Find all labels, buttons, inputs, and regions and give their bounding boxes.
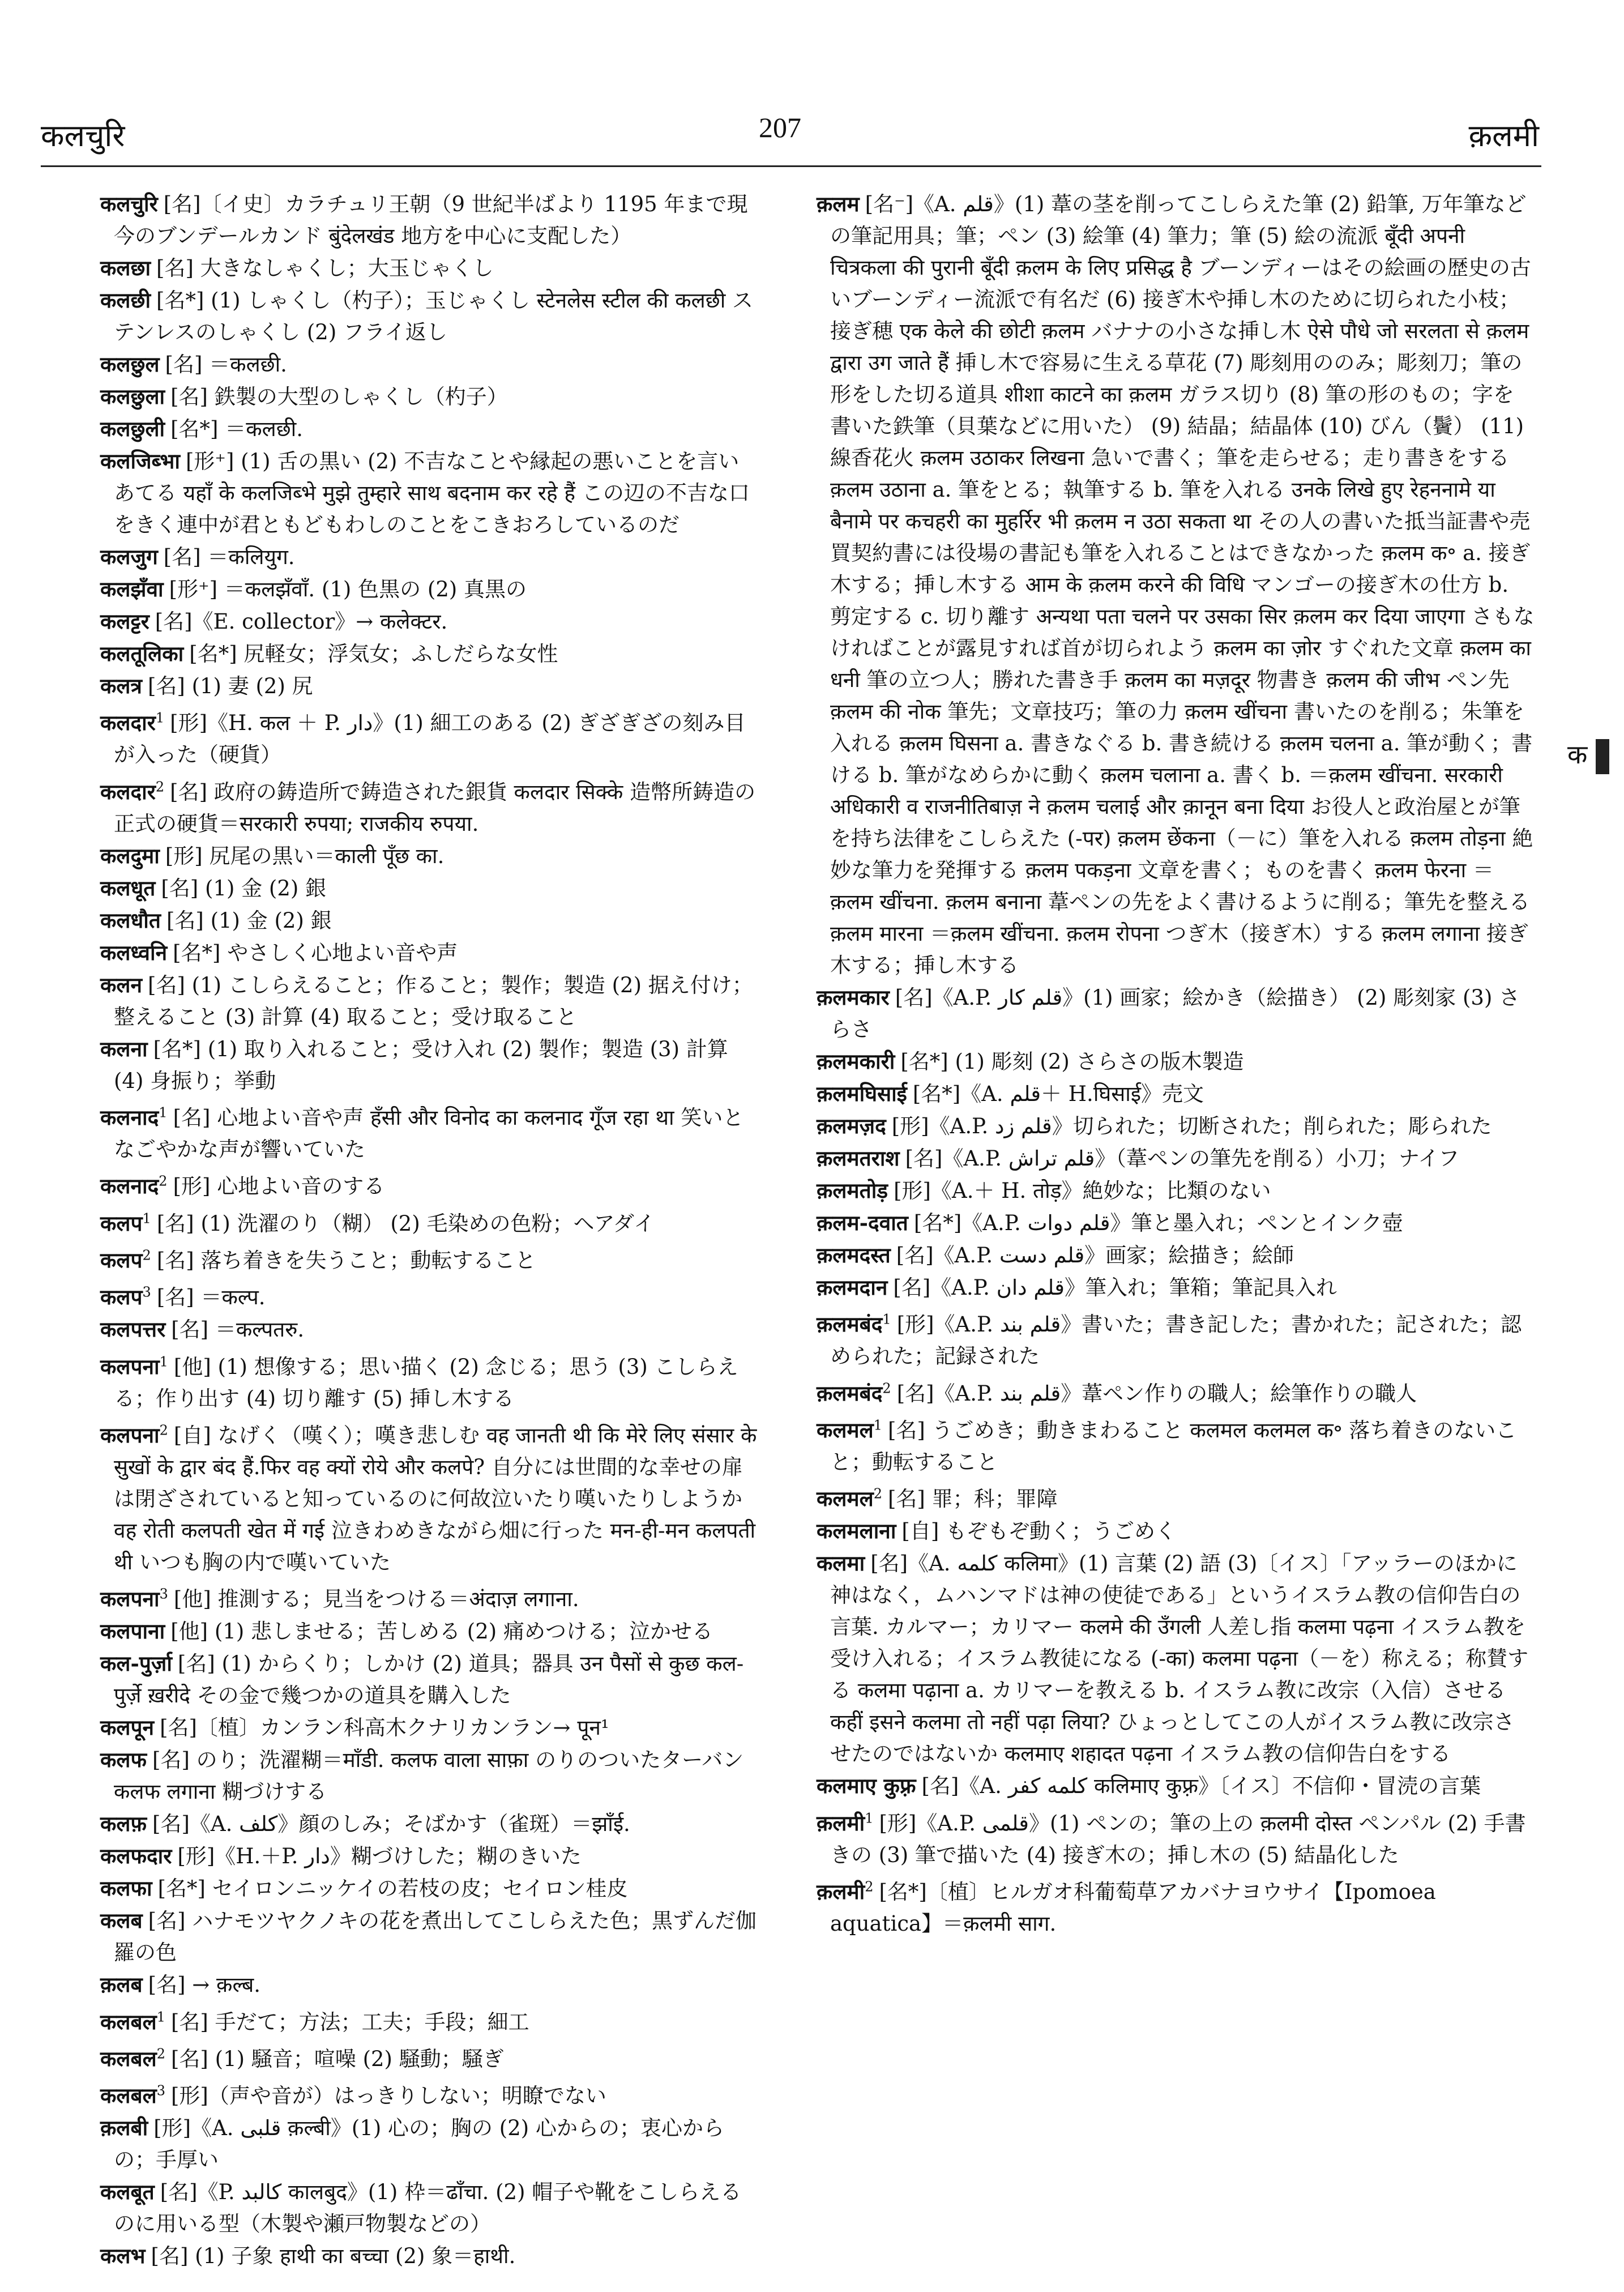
definition: [名] → क़ल्ब. xyxy=(148,1973,261,1998)
headword xyxy=(817,191,860,216)
definition: [名⁻]《A. قلم》(1) 葦の茎を削ってこしらえた筆 (2) 鉛筆, 万年筆などの筆記用具；筆；ペン (3) 絵筆 (4) 筆力；筆 (5) 絵の流派 बूँदी अपनी चित्रकला की पुरानी बूँदी क़लम के लिए प्रसिद्ध है ブーンディーはその絵画の歴史の古いブーンディー流派で有名だ (6) 接ぎ木や挿し木のために切られた小枝；接ぎ穂 एक केले की छोटी क़लम バナナの小さな挿し木 ऐसे पौधे जो सरलता से क़लम द्वारा उग जाते हैं 挿し木で容易に生える草花 (7) 彫刻用ののみ；彫刻刀；筆の形をした切る道具 शीशा काटने का क़लम ガラス切り (8) 筆の形のもの；字を書いた鉄筆（貝葉などに用いた） (9) 結晶；結晶体 (10) びん（鬢） (11) 線香花火 क़लम उठाकर लिखना 急いで書く；筆を走らせる；走り書きをする क़लम उठाना a. 筆をとる；執筆する b. 筆を入れる उनके लिखे हुए रेहननामे या बैनामे पर कचहरी का मुहर्रिर भी क़लम न उठा सकता था その人の書いた抵当証書や売買契約書には役場の書記も筆を入れることはできなかった क़लम क॰ a. 接ぎ木する；挿し木する आम के क़लम करने की विधि マンゴーの接ぎ木の仕方 b. 剪定する c. 切り離す अन्यथा पता चलने पर उसका सिर क़लम कर दिया जाएगा さもなければことが露見すれば首が切られよう क़लम का ज़ोर すぐれた文章 क़लम का धनी 筆の立つ人；勝れた書き手 क़लम का मज़दूर 物書き क़लम की जीभ ペン先 क़लम की नोक 筆先；文章技巧；筆の力 क़लम खींचना 書いたのを削る；朱筆を入れる क़लम घिसना a. 書きなぐる b. 書き続ける क़लम चलना a. 筆が動く；書ける b. 筆がなめらかに動く क़लम चलाना a. 書く b. ＝क़लम खींचना. सरकारी अधिकारी व राजनीतिबाज़ ने क़लम चलाई और क़ानून बना दिया お役人と政治屋とが筆を持ち法律をこしらえた (-पर) क़लम छेंकना（－に）筆を入れる क़लम तोड़ना 絶妙な筆力を発揮する क़लम पकड़ना 文章を書く；ものを書く क़लम फेरना ＝क़लम खींचना. क़लम बनाना 葦ペンの先をよく書けるように削る；筆先を整える क़लम मारना ＝क़लम खींचना. क़लम रोपना つぎ木（接ぎ木）する क़लम लगाना 接ぎ木する；挿し木する xyxy=(830,192,1535,978)
definition: [形]《H.＋P. دار》糊づけした；糊のきいた xyxy=(177,1844,582,1869)
headword xyxy=(100,641,183,666)
headword-text: कलन xyxy=(100,972,143,997)
dictionary-entry xyxy=(817,981,1535,1045)
homograph-number: 1 xyxy=(882,1312,891,1328)
headword-text: क़लब xyxy=(100,1972,143,1998)
headword xyxy=(100,1747,147,1772)
definition: [名] (1) 金 (2) 銀 xyxy=(161,876,327,900)
headword-text: क़लमी xyxy=(817,1879,865,1904)
definition: [名*] セイロンニッケイの若枝の皮；セイロン桂皮 xyxy=(157,1876,628,1901)
dictionary-entry xyxy=(100,904,760,937)
headword-text: कलछुल xyxy=(100,352,160,377)
headword xyxy=(100,544,158,569)
dictionary-entry xyxy=(817,1045,1535,1078)
headword-text: कलछुली xyxy=(100,416,165,441)
definition: [名]《A.P. قلم بند》葦ペン作りの職人；絵筆作りの職人 xyxy=(896,1381,1417,1406)
dictionary-entry xyxy=(100,541,760,573)
headword-text: कलधूत xyxy=(100,875,156,900)
headword-text: कलछी xyxy=(100,288,151,313)
definition: [名] (1) 妻 (2) 尻 xyxy=(147,674,313,698)
headword xyxy=(817,1312,891,1337)
dictionary-entry xyxy=(100,771,760,839)
headword xyxy=(100,2046,165,2071)
dictionary-entry xyxy=(817,1304,1535,1372)
headword-text: कल-पुर्ज़ा xyxy=(100,1651,172,1676)
headword-text: कलपाना xyxy=(100,1619,165,1644)
definition: [名] (1) からくり；しかけ (2) 道具；器具 उन पैसों से कुछ कल-पुर्ज़े ख़रीदे その金で幾つかの道具を購入した xyxy=(114,1651,744,1708)
headword xyxy=(817,1773,916,1798)
headword xyxy=(100,1036,148,1061)
headword-text: कलपत्तर xyxy=(100,1317,166,1342)
headword-text: कलनाद xyxy=(100,1104,159,1130)
dictionary-entry xyxy=(100,1033,760,1097)
headword-text: कलचुरि xyxy=(100,191,158,216)
thumb-index-tab xyxy=(1596,739,1609,774)
headword xyxy=(817,1418,882,1442)
homograph-number: 1 xyxy=(159,1354,168,1370)
headword-text: क़लमज़द xyxy=(817,1113,886,1138)
dictionary-entry xyxy=(100,1905,760,1969)
definition: [名]《E. collector》→ कलेक्टर. xyxy=(155,609,448,634)
definition: [名*]《A.P. قلم دوات》筆と墨入れ；ペンとインク壺 xyxy=(913,1211,1403,1235)
headword-text: कलझँवा xyxy=(100,577,164,601)
dictionary-entry xyxy=(100,1969,760,2001)
definition: [名*] 尻軽女；浮気女；ふしだらな女性 xyxy=(189,642,558,666)
headword-text: क़लबी xyxy=(100,2115,148,2141)
page-number: 207 xyxy=(759,112,801,143)
dictionary-entry xyxy=(100,1313,760,1346)
definition: [形]《A. قلبی क़ल्बी》(1) 心の；胸の (2) 心からの；衷心からの；手厚い xyxy=(114,2116,724,2173)
headword xyxy=(817,1275,887,1300)
headword-text: क़लमतोड़ xyxy=(817,1178,888,1203)
headword-text: कलब xyxy=(100,1908,143,1934)
definition: [名] ＝कल्प. xyxy=(156,1285,266,1310)
headword-text: कलदार xyxy=(100,779,156,804)
dictionary-entry xyxy=(100,872,760,904)
headword-text: क़लमकारी xyxy=(817,1049,895,1074)
definition: [名] (1) 金 (2) 銀 xyxy=(166,908,332,933)
headword xyxy=(100,1876,152,1901)
headword xyxy=(817,1081,907,1106)
headword xyxy=(100,843,160,868)
dictionary-entry xyxy=(100,2240,760,2272)
headword-text: कलपून xyxy=(100,1715,155,1740)
headword-text: कलनाद xyxy=(100,1173,159,1199)
headword-text: कलत्र xyxy=(100,673,142,698)
dictionary-entry xyxy=(100,1808,760,1840)
headword xyxy=(100,352,160,377)
definition: [形]《H. कल ＋ P. دار》(1) 細工のある (2) ぎざぎざの刻み目が入った（硬貨） xyxy=(114,711,746,767)
headword-text: क़लमदान xyxy=(817,1275,888,1300)
dictionary-entry xyxy=(100,445,760,541)
headword-text: कलमाए कुफ़्र xyxy=(817,1773,916,1799)
headword-text: कलबल xyxy=(100,2046,157,2071)
headword xyxy=(100,1248,151,1273)
definition: [名*] (1) 彫刻 (2) さらさの版木製造 xyxy=(900,1049,1244,1074)
definition: [形] 心地よい音のする xyxy=(173,1174,385,1199)
headword xyxy=(817,1811,874,1836)
definition: [形]《A.P. قلم زد》切られた；切断された；削られた；彫られた xyxy=(891,1114,1492,1138)
dictionary-entry xyxy=(100,1872,760,1905)
dictionary-entry xyxy=(817,1770,1535,1802)
homograph-number: 1 xyxy=(156,2009,165,2025)
headword xyxy=(817,1879,874,1904)
headword xyxy=(817,1113,886,1138)
homograph-number: 1 xyxy=(873,1417,882,1433)
dictionary-entry xyxy=(100,638,760,670)
dictionary-entry xyxy=(817,1515,1535,1547)
definition: [名]《A. کلمه कलिमा》(1) 言葉 (2) 語 (3)〔イス〕「アッラーのほかに神はなく，ムハンマドは神の使徒である」というイスラム教の信仰告白の言葉. カルマー；カリマー कलमे की उँगली 人差し指 कलमा पढ़ना イスラム教を受け入れる；イスラム教徒になる (-का) कलमा पढ़ना（－を）称える；称賛する कलमा पढ़ाना a. カリマーを教える b. イスラム教に改宗（入信）させる कहीं इसने कलमा तो नहीं पढ़ा लिया? ひょっとしてこの人がイスラム教に改宗させたのではないか कलमाए शहादत पढ़ना イスラム教の信仰告白をする xyxy=(830,1551,1529,1766)
definition: [名]〔植〕カンラン科高木クナリカンラン→ पून¹ xyxy=(160,1715,609,1740)
homograph-number: 2 xyxy=(882,1380,891,1397)
headword xyxy=(100,779,164,804)
dictionary-entry xyxy=(100,969,760,1033)
headword xyxy=(817,1486,882,1511)
headword xyxy=(100,1284,151,1309)
homograph-number: 3 xyxy=(142,1284,151,1300)
headword-text: कलफदार xyxy=(100,1843,172,1869)
definition: [名]《P. کالبد कालबुद》(1) 枠＝ढाँचा. (2) 帽子や靴をこしらえるのに用いる型（木製や瀬戸物製などの） xyxy=(114,2180,742,2236)
headword xyxy=(100,1173,168,1198)
homograph-number: 1 xyxy=(142,1210,151,1227)
headword-text: क़लमबंद xyxy=(817,1312,883,1337)
headword-text: कलबल xyxy=(100,2009,157,2034)
definition: [形]《A.P. قلمی》(1) ペンの；筆の上の क़लमी दोस्त ペンパル (2) 手書きの (3) 筆で描いた (4) 接ぎ木の；挿し木の (5) 結晶化した xyxy=(830,1811,1526,1867)
dictionary-entry xyxy=(100,573,760,605)
headword xyxy=(100,1908,143,1933)
headword xyxy=(100,2083,165,2108)
definition: [形]（声や音が）はっきりしない；明瞭でない xyxy=(171,2084,606,2109)
dictionary-entry xyxy=(817,188,1535,981)
definition: [名*]〔植〕ヒルガオ科葡萄草アカバナヨウサイ【Ipomoea aquatica】＝क़लमी साग. xyxy=(830,1879,1436,1936)
dictionary-entry xyxy=(100,1202,760,1239)
homograph-number: 2 xyxy=(159,1173,168,1189)
definition: [名] (1) 騒音；喧噪 (2) 騒動；騒ぎ xyxy=(171,2046,504,2071)
headword xyxy=(100,1811,147,1836)
dictionary-entry xyxy=(817,1110,1535,1142)
headword-text: कलपना xyxy=(100,1354,160,1379)
definition: [名] ＝कलछी. xyxy=(165,352,287,377)
dictionary-entry xyxy=(100,1346,760,1414)
headword xyxy=(100,255,151,280)
dictionary-entry xyxy=(817,1478,1535,1515)
dictionary-entry xyxy=(100,2176,760,2240)
headword-text: कलधौत xyxy=(100,907,161,933)
homograph-number: 2 xyxy=(142,1247,151,1264)
headword xyxy=(100,609,149,634)
headword xyxy=(100,972,142,997)
dictionary-entry xyxy=(100,1615,760,1647)
definition: [名*] (1) しゃくし（杓子）；玉じゃくし स्टेनलेस स्टील की कलछी ステンレスのしゃくし (2) フライ返し xyxy=(114,288,754,344)
headword-text: कलफा xyxy=(100,1876,152,1901)
homograph-number: 1 xyxy=(155,710,165,726)
headword xyxy=(100,384,165,409)
headword-text: कलबल xyxy=(100,2083,157,2109)
headword xyxy=(100,673,142,698)
homograph-number: 2 xyxy=(156,2046,165,2062)
definition: [名] 大きなしゃくし；大玉じゃくし xyxy=(156,256,494,280)
dictionary-entry xyxy=(100,2001,760,2038)
headword xyxy=(100,1423,168,1448)
definition: [名] 鉄製の大型のしゃくし（杓子） xyxy=(170,385,508,409)
right-guide-word: क़लमी xyxy=(1468,118,1539,153)
headword-text: कलजुग xyxy=(100,544,158,569)
dictionary-entry xyxy=(100,1415,760,1578)
definition: [名] 政府の鋳造所で鋳造された銀貨 कलदार सिक्के 造幣所鋳造の正式の硬貨＝सरकारी रुपया; राजकीय रुपया. xyxy=(114,779,756,836)
headword xyxy=(100,2009,165,2034)
homograph-number: 1 xyxy=(865,1810,874,1826)
headword xyxy=(817,1381,891,1406)
dictionary-entry xyxy=(100,1097,760,1166)
definition: [形]《A.P. قلم بند》書いた；書き記した；書かれた；記された；認められた；記録された xyxy=(830,1312,1522,1369)
headword-text: कलदार xyxy=(100,710,156,736)
headword xyxy=(100,1843,172,1868)
definition: [形⁺] (1) 舌の黒い (2) 不吉なことや縁起の悪いことを言いあてる यहाँ के कलजिब्भे मुझे तुम्हारे साथ बदनाम कर रहे हैं この辺の不吉な口をきく連中が君ともどもわしのことをこきおろしているのだ xyxy=(114,449,750,537)
headword xyxy=(817,1518,896,1543)
headword xyxy=(100,577,164,601)
dictionary-entry xyxy=(817,1239,1535,1271)
definition: [名]《A.P. قلم تراش》（葦ペンの筆先を削る）小刀；ナイフ xyxy=(905,1146,1460,1171)
headword-text: कलमल xyxy=(817,1417,874,1442)
dictionary-entry xyxy=(100,1744,760,1808)
dictionary-entry xyxy=(817,1871,1535,1940)
dictionary-entry xyxy=(100,1240,760,1277)
dictionary-entry xyxy=(100,605,760,638)
dictionary-entry xyxy=(100,381,760,413)
headword xyxy=(817,1210,908,1235)
headword xyxy=(100,191,158,216)
definition: [形] 尻尾の黒い＝काली पूँछ का. xyxy=(165,843,445,868)
right-column xyxy=(817,188,1535,1940)
headword-text: कलदुमा xyxy=(100,843,160,868)
headword-text: कलछा xyxy=(100,255,151,280)
headword-text: कलध्वनि xyxy=(100,940,168,965)
definition: [名] (1) 子象 हाथी का बच्चा (2) 象＝हाथी. xyxy=(151,2244,516,2269)
headword-text: क़लमघिसाई xyxy=(817,1081,907,1106)
homograph-number: 3 xyxy=(159,1586,168,1602)
headword xyxy=(100,416,165,441)
homograph-number: 2 xyxy=(159,1422,168,1439)
headword xyxy=(100,1715,154,1740)
dictionary-entry xyxy=(100,2112,760,2176)
headword-text: क़लमकार xyxy=(817,985,890,1010)
dictionary-entry xyxy=(100,2075,760,2112)
dictionary-entry xyxy=(100,670,760,702)
headword-text: क़लमदस्त xyxy=(817,1243,891,1267)
dictionary-entry xyxy=(100,1277,760,1313)
headword xyxy=(100,1619,165,1644)
homograph-number: 3 xyxy=(156,2082,165,2099)
headword xyxy=(100,2115,148,2140)
headword xyxy=(817,985,890,1010)
dictionary-entry xyxy=(100,1647,760,1711)
dictionary-entry xyxy=(100,1578,760,1615)
headword-text: कलतूलिका xyxy=(100,641,184,666)
headword xyxy=(100,908,161,933)
headword-text: कलप xyxy=(100,1210,143,1236)
headword-text: कलपना xyxy=(100,1422,160,1448)
dictionary-entry xyxy=(817,1271,1535,1304)
definition: [名] 落ち着きを失うこと；動転すること xyxy=(156,1248,536,1273)
dictionary-entry xyxy=(817,1410,1535,1478)
headword-text: क़लमबंद xyxy=(817,1380,883,1406)
definition: [名]《A.P. قلم کار》(1) 画家；絵かき（絵描き） (2) 彫刻家 (3) さらさ xyxy=(830,985,1520,1042)
dictionary-entry xyxy=(817,1175,1535,1207)
dictionary-entry xyxy=(100,348,760,381)
definition: [名] うごめき；動きまわること कलमल कलमल क॰ 落ち着きのないこと；動転すること xyxy=(830,1418,1517,1474)
headword-text: क़लमी xyxy=(817,1810,865,1836)
homograph-number: 2 xyxy=(873,1486,882,1502)
headword xyxy=(100,710,164,735)
headword xyxy=(100,2243,146,2268)
definition: [名] ＝कल्पतरु. xyxy=(171,1317,305,1342)
dictionary-entry xyxy=(100,1840,760,1872)
dictionary-entry xyxy=(100,702,760,771)
dictionary-entry xyxy=(100,1711,760,1744)
headword xyxy=(817,1049,895,1074)
definition: [他] 推測する；見当をつける＝अंदाज़ लगाना. xyxy=(173,1587,579,1612)
headword-text: कलप xyxy=(100,1284,143,1310)
headword xyxy=(100,1586,168,1611)
dictionary-entry xyxy=(100,413,760,445)
dictionary-entry xyxy=(817,1078,1535,1110)
header-rule xyxy=(41,165,1541,167)
headword xyxy=(817,1146,900,1171)
headword xyxy=(100,1972,143,1997)
left-column xyxy=(100,188,760,2272)
definition: [自] もぞもぞ動く；うごめく xyxy=(901,1519,1177,1544)
headword-text: कलपना xyxy=(100,1586,160,1612)
dictionary-entry xyxy=(100,1166,760,1202)
left-guide-word: कलचुरि xyxy=(41,118,125,153)
headword-text: कलना xyxy=(100,1036,148,1061)
headword xyxy=(100,2179,155,2204)
headword xyxy=(100,449,180,473)
headword xyxy=(100,1651,172,1676)
definition: [名*]《A. قلم＋ H.घिसाई》売文 xyxy=(912,1082,1204,1106)
definition: [名]〔イ史〕カラチュリ王朝（9 世紀半ばより 1195 年まで現今のブンデールカンド बुंदेलखंड 地方を中心に支配した） xyxy=(114,192,748,248)
definition: [名] 手だて；方法；工夫；手段；細工 xyxy=(171,2009,529,2034)
headword-text: कलट्टर xyxy=(100,609,149,634)
headword-text: क़लम-दवात xyxy=(817,1210,908,1235)
definition: [名] 罪；科；罪障 xyxy=(888,1487,1058,1512)
dictionary-entry xyxy=(100,937,760,969)
definition: [名] ＝कलियुग. xyxy=(163,545,295,569)
definition: [名] (1) 洗濯のり（糊） (2) 毛染めの色粉；ヘアダイ xyxy=(156,1211,655,1236)
homograph-number: 2 xyxy=(155,779,165,795)
definition: [名]《A. كلف》顔のしみ；そばかす（雀斑）＝झाँई. xyxy=(152,1812,630,1837)
definition: [形]《A.＋ H. तोड़》絶妙な；比類のない xyxy=(894,1179,1271,1203)
headword-text: कलजिब्भा xyxy=(100,449,180,473)
headword-text: कलफ xyxy=(100,1747,147,1773)
definition: [名] のり；洗濯糊＝माँडी. कलफ वाला साफ़ा のりのついたターバン कलफ लगाना 糊づけする xyxy=(114,1748,744,1804)
dictionary-entry xyxy=(100,252,760,284)
headword-text: कलछुला xyxy=(100,384,165,409)
dictionary-entry xyxy=(100,188,760,252)
definition: [他] (1) 想像する；思い描く (2) 念じる；思う (3) こしらえる；作り出す (4) 切り離す (5) 挿し木する xyxy=(114,1354,738,1411)
definition: [名] 心地よい音や声 हँसी और विनोद का कलनाद गूँज रहा था 笑いとなごやかな声が響いていた xyxy=(114,1105,744,1162)
definition: [名] ハナモツヤクノキの花を煮出してこしらえた色；黒ずんだ伽羅の色 xyxy=(114,1909,757,1965)
headword xyxy=(817,1178,888,1203)
homograph-number: 2 xyxy=(865,1879,874,1895)
headword xyxy=(100,1317,165,1342)
headword-text: कलमलाना xyxy=(817,1518,896,1544)
headword xyxy=(100,876,155,900)
headword-text: कलमा xyxy=(817,1551,865,1576)
headword xyxy=(100,1211,151,1236)
headword xyxy=(817,1551,865,1576)
headword-text: कलमल xyxy=(817,1486,874,1512)
headword xyxy=(817,1243,891,1267)
headword-text: कलप xyxy=(100,1247,143,1273)
definition: [形⁺] ＝कलझँवाँ. (1) 色黒の (2) 真黒の xyxy=(169,577,527,601)
dictionary-entry xyxy=(100,284,760,348)
definition: [名*] やさしく心地よい音や声 xyxy=(173,940,458,965)
headword xyxy=(100,288,151,313)
dictionary-entry xyxy=(817,1142,1535,1175)
headword-text: क़लम xyxy=(817,191,860,216)
headword-text: कलबूत xyxy=(100,2179,155,2205)
headword xyxy=(100,1354,168,1379)
dictionary-entry xyxy=(100,840,760,872)
headword-text: क़लमतराश xyxy=(817,1146,900,1171)
dictionary-entry xyxy=(817,1207,1535,1239)
dictionary-entry xyxy=(100,2038,760,2075)
definition: [自] なげく（嘆く）；嘆き悲しむ वह जानती थी कि मेरे लिए संसार के सुखों के द्वार बंद हैं.फिर वह क्यों रोये और कलपे? 自分には世間的な幸せの扉は閉ざされていると知っているのに何故泣いたり嘆いたりしようか वह रोती कलपती खेत में गई 泣きわめきながら畑に行った मन-ही-मन कलपती थी いつも胸の内で嘆いていた xyxy=(114,1423,757,1574)
headword xyxy=(100,940,167,965)
dictionary-entry xyxy=(817,1372,1535,1409)
headword-text: कलभ xyxy=(100,2243,146,2269)
thumb-index-letter: क xyxy=(1567,739,1588,770)
headword-text: कलफ़ xyxy=(100,1811,147,1837)
definition: [名] (1) こしらえること；作ること；製作；製造 (2) 据え付け；整えること (3) 計算 (4) 取ること；受け取ること xyxy=(114,972,753,1029)
homograph-number: 1 xyxy=(159,1104,168,1121)
definition: [名]《A.P. قلم دان》筆入れ；筆箱；筆記具入れ xyxy=(893,1275,1337,1300)
definition: [名*] (1) 取り入れること；受け入れ (2) 製作；製造 (3) 計算 (4) 身振り；挙動 xyxy=(114,1036,728,1093)
definition: [名*] ＝कलछी. xyxy=(170,417,304,441)
definition: [他] (1) 悲しませる；苦しめる (2) 痛めつける；泣かせる xyxy=(170,1619,713,1644)
dictionary-entry xyxy=(817,1547,1535,1770)
dictionary-entry xyxy=(817,1802,1535,1871)
definition: [名]《A. کلمه کفر कलिमाए कुफ़्र》〔イス〕不信仰・冒涜の言葉 xyxy=(921,1774,1481,1799)
headword xyxy=(100,1105,168,1130)
definition: [名]《A.P. قلم دست》画家；絵描き；絵師 xyxy=(896,1243,1294,1267)
